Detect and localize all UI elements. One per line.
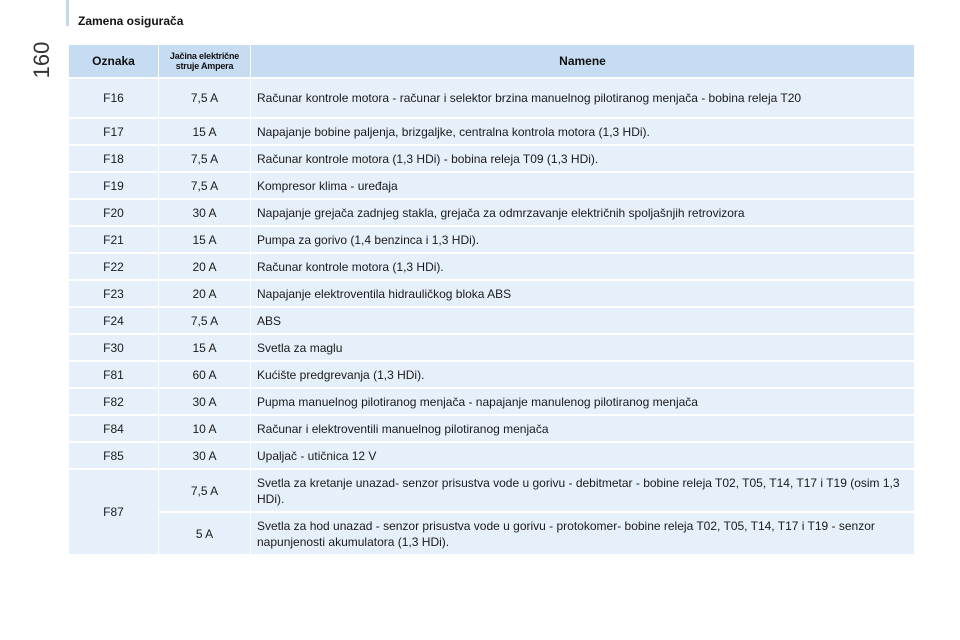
fuse-description: Svetla za hod unazad - senzor prisustva vode u gorivu - protokomer- bobine releja T02, T05, T14, T17 i T19 - senzor napunjenosti akumulatora (1,3 HDi). [251,513,915,556]
fuse-code: F30 [69,335,159,362]
fuse-description: Računar i elektroventili manuelnog pilotiranog menjača [251,416,915,443]
fuse-amperage: 20 A [159,254,251,281]
fuse-amperage: 5 A [159,513,251,556]
fuse-amperage: 30 A [159,443,251,470]
table-row [69,443,915,470]
header-oznaka: Oznaka [69,45,159,79]
fuse-code: F17 [69,119,159,146]
fuse-code: F84 [69,416,159,443]
fuse-code: F20 [69,200,159,227]
fuse-description: Pupma manuelnog pilotiranog menjača - napajanje manulenog pilotiranog menjača [251,389,915,416]
fuse-table [69,45,915,556]
table-row-f87 [69,470,915,513]
header-namene: Namene [251,45,915,79]
fuse-code: F19 [69,173,159,200]
header-jacina [159,45,251,79]
fuse-code: F87 [69,470,159,556]
fuse-code: F23 [69,281,159,308]
fuse-code: F85 [69,443,159,470]
fuse-amperage: 7,5 A [159,308,251,335]
fuse-amperage: 7,5 A [159,79,251,119]
fuse-description: Svetla za kretanje unazad- senzor prisustva vode u gorivu - debitmetar - bobine releja T02, T05, T14, T17 i T19 (osim 1,3 HDi). [251,470,915,513]
fuse-description: Svetla za maglu [251,335,915,362]
fuse-description: Napajanje elektroventila hidrauličkog bloka ABS [251,281,915,308]
fuse-code: F18 [69,146,159,173]
table-row [69,227,915,254]
fuse-amperage: 10 A [159,416,251,443]
table-row [69,389,915,416]
table-row [69,200,915,227]
fuse-amperage: 15 A [159,119,251,146]
table-row [69,146,915,173]
fuse-description: Upaljač - utičnica 12 V [251,443,915,470]
section-marker-bar [66,0,69,26]
table-row [69,119,915,146]
fuse-amperage: 7,5 A [159,173,251,200]
fuse-amperage: 30 A [159,389,251,416]
fuse-code: F81 [69,362,159,389]
header-jacina-line2: struje Ampera [175,61,234,71]
table-row [69,254,915,281]
section-title: Zamena osigurača [78,14,184,28]
fuse-description: Računar kontrole motora - računar i selektor brzina manuelnog pilotiranog menjača - bobina releja T20 [251,79,915,119]
table-row [69,335,915,362]
table-row [69,79,915,119]
fuse-description: Napajanje bobine paljenja, brizgaljke, centralna kontrola motora (1,3 HDi). [251,119,915,146]
fuse-code: F21 [69,227,159,254]
fuse-description: Kompresor klima - uređaja [251,173,915,200]
fuse-amperage: 7,5 A [159,146,251,173]
fuse-description: Računar kontrole motora (1,3 HDi) - bobina releja T09 (1,3 HDi). [251,146,915,173]
fuse-description: Kućište predgrevanja (1,3 HDi). [251,362,915,389]
table-header [69,45,915,79]
table-row [69,173,915,200]
fuse-description: ABS [251,308,915,335]
fuse-amperage: 15 A [159,227,251,254]
fuse-description: Računar kontrole motora (1,3 HDi). [251,254,915,281]
fuse-code: F24 [69,308,159,335]
fuse-amperage: 30 A [159,200,251,227]
header-jacina-line1: Jačina električne [169,51,240,61]
fuse-amperage: 15 A [159,335,251,362]
fuse-amperage: 20 A [159,281,251,308]
fuse-amperage: 7,5 A [159,470,251,513]
table-row [69,362,915,389]
table-row [69,308,915,335]
fuse-code: F22 [69,254,159,281]
table-row [69,416,915,443]
fuse-description: Pumpa za gorivo (1,4 benzinca i 1,3 HDi). [251,227,915,254]
fuse-amperage: 60 A [159,362,251,389]
fuse-code: F16 [69,79,159,119]
page-number: 160 [29,41,54,79]
table-row [69,281,915,308]
fuse-code: F82 [69,389,159,416]
table-row-f87-sub [69,513,915,556]
fuse-description: Napajanje grejača zadnjeg stakla, grejača za odmrzavanje električnih spoljašnjih retrovizora [251,200,915,227]
